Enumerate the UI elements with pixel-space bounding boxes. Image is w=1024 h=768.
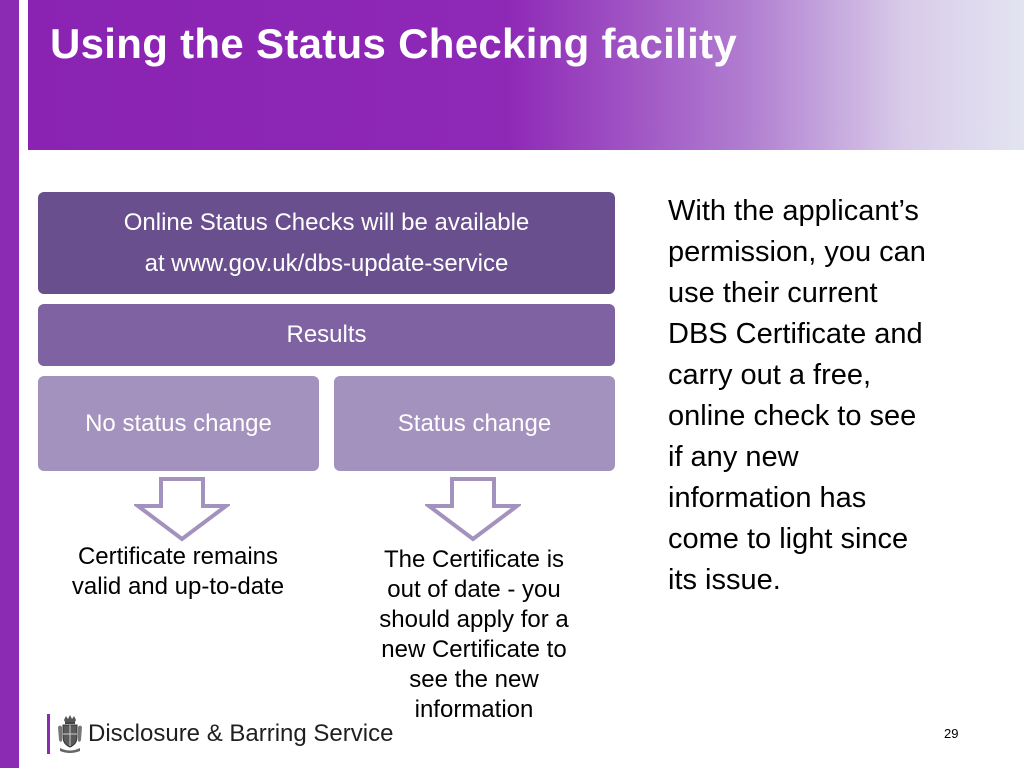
page-number: 29	[944, 726, 959, 741]
caption-line: new Certificate to	[381, 636, 567, 663]
explanation-text	[668, 191, 988, 601]
down-arrow-icon	[134, 476, 230, 542]
status-change-label: Status change	[397, 409, 552, 437]
online-checks-line-2: at www.gov.uk/dbs-update-service	[144, 250, 509, 277]
caption-line: should apply for a	[379, 606, 569, 633]
explanation-line: With the applicant’s	[668, 195, 919, 227]
footer-divider	[47, 714, 50, 754]
caption-line: The Certificate is	[383, 546, 565, 573]
explanation-line: use their current	[668, 277, 878, 309]
caption-line: out of date - you	[387, 576, 561, 603]
online-checks-box	[38, 192, 615, 294]
royal-crest-icon	[56, 713, 84, 755]
explanation-line: carry out a free,	[668, 359, 872, 391]
explanation-line: information has	[668, 482, 867, 514]
explanation-line: permission, you can	[668, 236, 926, 268]
right-outcome-caption	[350, 545, 598, 725]
explanation-line: if any new	[668, 441, 799, 473]
explanation-line: online check to see	[668, 400, 917, 432]
caption-line: see the new	[409, 666, 539, 693]
explanation-line: DBS Certificate and	[668, 318, 923, 350]
left-accent-bar	[0, 0, 19, 768]
explanation-line: come to light since	[668, 523, 909, 555]
slide-title: Using the Status Checking facility	[50, 20, 737, 67]
caption-line: information	[414, 696, 534, 723]
no-status-change-box	[38, 376, 319, 471]
organisation-name: Disclosure & Barring Service	[88, 720, 394, 747]
down-arrow-icon	[425, 476, 521, 542]
caption-line: Certificate remains	[77, 543, 279, 570]
results-box	[38, 304, 615, 366]
caption-line: valid and up-to-date	[71, 573, 285, 600]
left-outcome-caption	[40, 542, 316, 602]
online-checks-line-1: Online Status Checks will be available	[123, 209, 530, 236]
status-change-box	[334, 376, 615, 471]
results-label: Results	[286, 321, 367, 348]
explanation-line: its issue.	[668, 564, 781, 596]
no-status-change-label: No status change	[85, 409, 272, 437]
